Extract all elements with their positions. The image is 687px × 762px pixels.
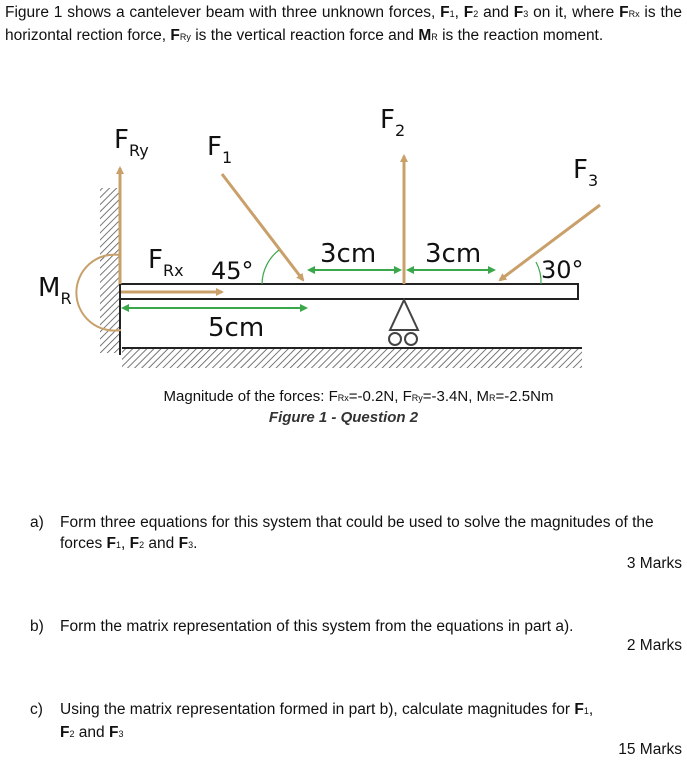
frx-label: $F_{Rx}$ [148, 245, 184, 280]
question-c-marks: 15 Marks [618, 741, 682, 758]
f1-label: $F_1$ [207, 132, 233, 167]
f2-label: $F_2$ [380, 105, 406, 140]
question-a-text: Form three equations for this system that could be used to solve the magnitudes of the forces F1, F2 and F3. [60, 514, 654, 552]
question-a-label: a) [30, 514, 44, 531]
f3-label: $F_3$ [573, 155, 599, 190]
figure-caption: Figure 1 - Question 2 [268, 409, 419, 426]
ground-hatch [122, 348, 582, 368]
question-a-marks: 3 Marks [626, 555, 682, 572]
roller-support [389, 300, 418, 345]
dim-3cm-left-label: 3cm [320, 239, 377, 269]
question-a [30, 512, 660, 556]
intro-paragraph: Figure 1 shows a cantelever beam with three unknown forces, F1, F2 and F3 on it, where FRx is the horizontal rection force, FRy is the vertical reaction force and MR is the reaction moment. [5, 4, 682, 44]
angle-45-label: 45° [211, 257, 254, 285]
question-c-label: c) [30, 701, 43, 718]
angle-30-label: 30° [541, 256, 584, 284]
question-b [30, 616, 670, 637]
question-b-label: b) [30, 618, 44, 635]
dim-5cm-label: 5cm [208, 313, 265, 343]
fry-label: $F_{Ry}$ [114, 125, 149, 160]
angle-45-arc [262, 250, 279, 284]
dim-3cm-right-label: 3cm [425, 239, 482, 269]
mr-label: $M_R$ [38, 273, 72, 308]
question-b-marks: 2 Marks [626, 637, 682, 654]
question-c-text: Using the matrix representation formed in part b), calculate magnitudes for F1, F2 and F3 [60, 701, 594, 741]
question-b-text: Form the matrix representation of this system from the equations in part a). [60, 618, 574, 635]
magnitudes-caption: Magnitude of the forces: FRx=-0.2N, FRy=-3.4N, MR=-2.5Nm [163, 388, 554, 405]
question-c [30, 699, 682, 745]
